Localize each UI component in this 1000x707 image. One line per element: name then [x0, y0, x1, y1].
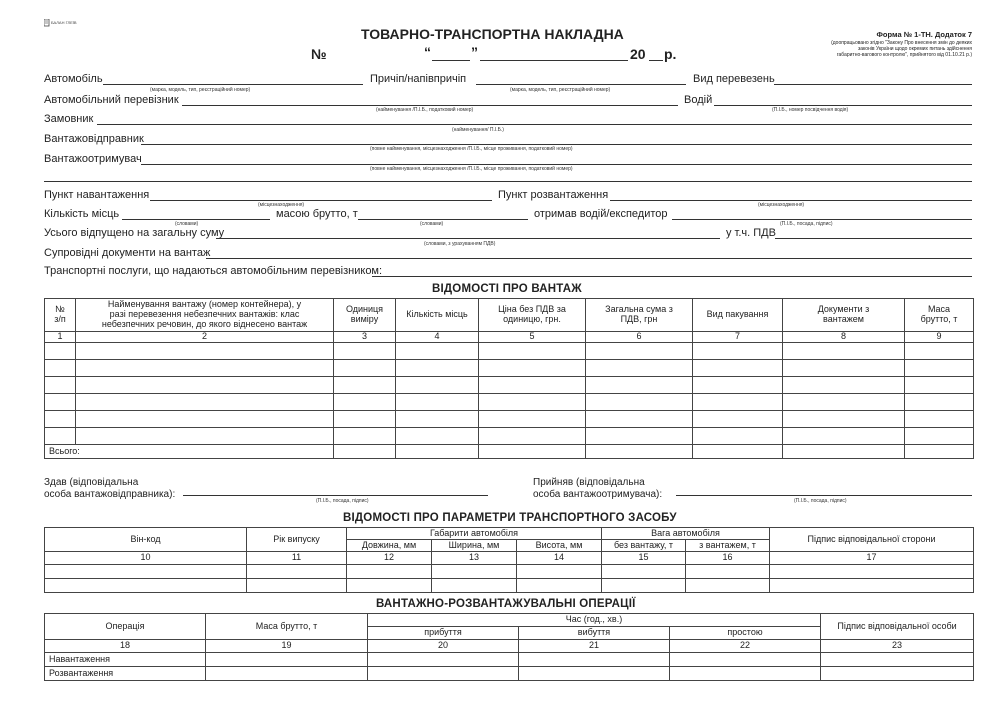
form-note-3: габаритно-вагового контролю", прийнятого від 01.10.21 р.) — [836, 52, 972, 58]
form-note-1: (доопрацьовано згідно "Закону Про внесення змін до деяких — [831, 40, 972, 46]
departure-header: вибуття — [519, 627, 670, 640]
driver-label: Водій — [684, 94, 713, 106]
customer-field[interactable] — [97, 124, 972, 125]
svg-text:БАЛАН ГЛЕЇВ: БАЛАН ГЛЕЇВ — [51, 20, 77, 25]
cargo-total-sum[interactable] — [586, 445, 693, 459]
cargo-table — [44, 298, 974, 459]
operation-header: Операція — [45, 614, 206, 640]
date-day-line[interactable] — [432, 60, 470, 61]
cargo-col-number: 9 — [905, 332, 974, 343]
number-sign: № — [311, 46, 327, 62]
transport-type-label: Вид перевезень — [693, 73, 775, 85]
unloading-point-field[interactable] — [610, 200, 972, 201]
trailer-label: Причіп/напівпричіп — [370, 73, 467, 85]
ops-col-number: 18 — [45, 640, 206, 653]
width-header: Ширина, мм — [432, 540, 517, 552]
unloading-label: Розвантаження — [45, 667, 206, 681]
shipper-field[interactable] — [141, 144, 972, 145]
dims-header: Габарити автомобіля — [347, 528, 602, 540]
idle-header: простою — [670, 627, 821, 640]
received-by-label: отримав водій/експедитор — [534, 208, 668, 220]
year-header: Рік випуску — [247, 528, 347, 552]
delivered-hint: (П.І.Б., посада, підпис) — [316, 498, 369, 504]
vehicle-row[interactable] — [45, 565, 974, 579]
driver-field[interactable] — [714, 105, 972, 106]
vat-field[interactable] — [775, 238, 972, 239]
cargo-row[interactable] — [45, 343, 974, 360]
cargo-section-title: ВІДОМОСТІ ПРО ВАНТАЖ — [432, 283, 582, 295]
loading-point-hint: (місцезнаходження) — [258, 202, 305, 208]
ops-section-title: ВАНТАЖНО-РОЗВАНТАЖУВАЛЬНІ ОПЕРАЦІЇ — [376, 598, 636, 610]
vehicle-col-number: 16 — [686, 552, 770, 565]
places-count-hint: (словами) — [175, 221, 199, 227]
carrier-field[interactable] — [182, 105, 678, 106]
gross-mass-hint: (словами) — [420, 221, 444, 227]
loading-point-label: Пункт навантаження — [44, 189, 150, 201]
vehicle-row[interactable] — [45, 579, 974, 593]
consignee-field-extra[interactable] — [44, 181, 972, 182]
services-field[interactable] — [372, 276, 972, 277]
carrier-label: Автомобільний перевізник — [44, 94, 179, 106]
places-count-label: Кількість місць — [44, 208, 120, 220]
trailer-hint: (марка, модель, тип, реєстраційний номер) — [510, 87, 611, 93]
loading-point-field[interactable] — [150, 200, 492, 201]
delivered-label: Здав (відповідальна особа вантажовідправника): — [44, 477, 176, 500]
customer-label: Замовник — [44, 113, 94, 125]
consignee-field[interactable] — [141, 164, 972, 165]
shipper-label: Вантажовідправник — [44, 133, 144, 145]
date-suffix: р. — [664, 46, 677, 62]
total-released-hint: (словами, з урахуванням ПДВ) — [424, 241, 496, 247]
loading-row[interactable] — [45, 653, 974, 667]
date-quote-close: ” — [471, 44, 478, 60]
cargo-row[interactable] — [45, 377, 974, 394]
car-label: Автомобіль — [44, 73, 103, 85]
consignee-label: Вантажоотримувач — [44, 153, 142, 165]
driver-hint: (П.І.Б., номер посвідчення водія) — [772, 107, 849, 113]
unloading-point-label: Пункт розвантаження — [498, 189, 609, 201]
document-title: ТОВАРНО-ТРАНСПОРТНА НАКЛАДНА — [361, 26, 624, 42]
vin-header: Він-код — [45, 528, 247, 552]
publisher-logo — [44, 19, 88, 27]
vehicle-col-number: 17 — [770, 552, 974, 565]
with-cargo-header: з вантажем, т — [686, 540, 770, 552]
ops-table — [44, 613, 974, 681]
length-header: Довжина, мм — [347, 540, 432, 552]
transport-type-field[interactable] — [774, 84, 972, 85]
vehicle-sign-header: Підпис відповідальної сторони — [770, 528, 974, 552]
received-by-field[interactable] — [672, 219, 972, 220]
received-by-hint: (П.І.Б., посада, підпис) — [780, 221, 833, 227]
vehicle-col-number: 14 — [517, 552, 602, 565]
arrival-header: прибуття — [368, 627, 519, 640]
cargo-col-number: 1 — [45, 332, 76, 343]
trailer-field[interactable] — [476, 84, 686, 85]
vehicle-col-number: 11 — [247, 552, 347, 565]
cargo-header-unit: Одиниця виміру — [334, 299, 396, 332]
date-year: 20 — [630, 46, 646, 62]
time-header: Час (год., хв.) — [368, 614, 821, 627]
ops-sign-header: Підпис відповідальної особи — [821, 614, 974, 640]
ops-mass-header: Маса брутто, т — [206, 614, 368, 640]
ops-col-number: 19 — [206, 640, 368, 653]
total-released-field[interactable] — [216, 238, 720, 239]
services-label: Транспортні послуги, що надаються автомобільним перевізником: — [44, 265, 383, 277]
cargo-col-number: 8 — [783, 332, 905, 343]
delivered-signature-field[interactable] — [183, 495, 488, 496]
cargo-row[interactable] — [45, 428, 974, 445]
cargo-row[interactable] — [45, 360, 974, 377]
cargo-header-packing: Вид пакування — [693, 299, 783, 332]
docs-field[interactable] — [206, 258, 972, 259]
vehicle-col-number: 10 — [45, 552, 247, 565]
car-field[interactable] — [103, 84, 363, 85]
cargo-total-mass[interactable] — [905, 445, 974, 459]
accepted-hint: (П.І.Б., посада, підпис) — [794, 498, 847, 504]
gross-mass-field[interactable] — [358, 219, 528, 220]
carrier-hint: (найменування /П.І.Б., податковий номер) — [376, 107, 474, 113]
vehicle-col-number: 12 — [347, 552, 432, 565]
cargo-col-number: 7 — [693, 332, 783, 343]
unloading-row[interactable] — [45, 667, 974, 681]
vehicle-col-number: 15 — [602, 552, 686, 565]
weight-header: Вага автомобіля — [602, 528, 770, 540]
ops-col-number: 21 — [519, 640, 670, 653]
cargo-col-number: 4 — [396, 332, 479, 343]
places-count-field[interactable] — [122, 219, 270, 220]
date-year-line[interactable] — [649, 60, 663, 61]
cargo-col-number: 2 — [76, 332, 334, 343]
accepted-signature-field[interactable] — [676, 495, 972, 496]
form-note-2: законів України щодо окремих питань здійснення — [857, 46, 972, 52]
shipper-hint: (повне найменування, місцезнаходження /П.І.Б., місце проживання, податковий номер) — [370, 146, 573, 152]
height-header: Висота, мм — [517, 540, 602, 552]
cargo-col-number: 3 — [334, 332, 396, 343]
customer-hint: (найменування/ П.І.Б.) — [452, 127, 504, 133]
cargo-total-label: Всього: — [45, 445, 334, 459]
loading-label: Навантаження — [45, 653, 206, 667]
total-released-label: Усього відпущено на загальну суму — [44, 227, 225, 239]
gross-mass-label: масою брутто, т — [276, 208, 358, 220]
cargo-col-number: 5 — [479, 332, 586, 343]
car-hint: (марка, модель, тип, реєстраційний номер) — [150, 87, 251, 93]
consignee-hint: (повне найменування, місцезнаходження /П.І.Б., місце проживання, податковий номер) — [370, 166, 573, 172]
ops-col-number: 20 — [368, 640, 519, 653]
cargo-total-places[interactable] — [396, 445, 479, 459]
cargo-header-sum: Загальна сума з ПДВ, грн — [586, 299, 693, 332]
vat-label: у т.ч. ПДВ — [726, 227, 776, 239]
cargo-row[interactable] — [45, 394, 974, 411]
cargo-header-no: № з/п — [45, 299, 76, 332]
ops-col-number: 22 — [670, 640, 821, 653]
accepted-label: Прийняв (відповідальна особа вантажоотримувача): — [533, 477, 663, 500]
date-quote-open: “ — [424, 44, 431, 60]
no-cargo-header: без вантажу, т — [602, 540, 686, 552]
vehicle-col-number: 13 — [432, 552, 517, 565]
unloading-point-hint: (місцезнаходження) — [758, 202, 805, 208]
cargo-header-mass: Маса брутто, т — [905, 299, 974, 332]
cargo-header-price: Ціна без ПДВ за одиницю, грн. — [479, 299, 586, 332]
docs-label: Супровідні документи на вантаж — [44, 247, 211, 259]
form-number: Форма № 1-ТН. Додаток 7 — [876, 30, 972, 39]
vehicle-table — [44, 527, 974, 593]
cargo-header-docs: Документи з вантажем — [783, 299, 905, 332]
cargo-header-name: Найменування вантажу (номер контейнера), у разі перевезення небезпечних вантажів: клас небезпечних речовин, до якого віднесено вантаж — [76, 299, 334, 332]
cargo-header-places: Кількість місць — [396, 299, 479, 332]
ops-col-number: 23 — [821, 640, 974, 653]
vehicle-section-title: ВІДОМОСТІ ПРО ПАРАМЕТРИ ТРАНСПОРТНОГО ЗАСОБУ — [343, 512, 677, 524]
cargo-row[interactable] — [45, 411, 974, 428]
date-month-line[interactable] — [480, 60, 628, 61]
cargo-col-number: 6 — [586, 332, 693, 343]
